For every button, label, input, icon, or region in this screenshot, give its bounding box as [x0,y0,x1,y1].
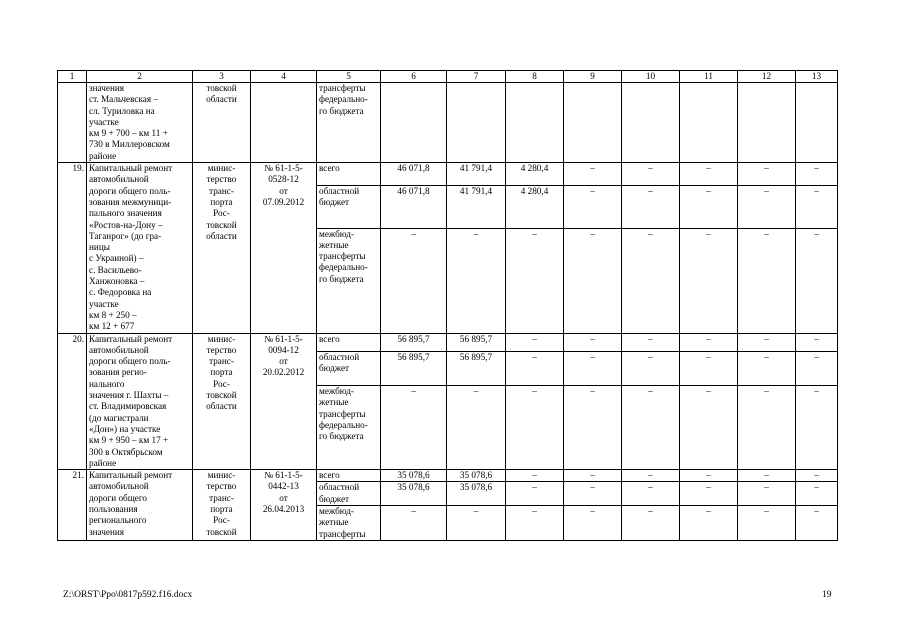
amount-cell: – [622,163,680,185]
amount-cell: – [564,505,622,540]
column-number: 12 [738,71,796,83]
amount-cell: 35 078,6 [447,470,506,482]
amount-cell: – [738,470,796,482]
column-number: 1 [58,71,87,83]
amount-cell: – [738,228,796,333]
row-number: 19. [58,163,87,333]
amount-cell: – [622,185,680,228]
amount-cell: – [680,470,738,482]
amount-cell: – [622,470,680,482]
amount-cell: – [622,482,680,506]
cell-doc [251,83,317,163]
funding-source: межбюд- жетные трансферты федерально- го бюджета [317,386,381,470]
amount-cell: – [622,228,680,333]
amount-cell: 56 895,7 [381,351,447,386]
object-name: Капитальный ремонт автомобильной дороги общего пользования регионального значения [87,470,193,541]
amount-cell: – [622,351,680,386]
amount-cell: – [506,333,564,351]
amount-cell: – [564,333,622,351]
amount-cell: – [381,386,447,470]
column-number: 7 [447,71,506,83]
amount-cell: – [738,185,796,228]
continuation-row [58,83,838,163]
column-number: 2 [87,71,193,83]
file-path: Z:\ORST\Ppo\0817p592.f16.docx [63,590,193,600]
amount-cell: 56 895,7 [447,333,506,351]
amount-cell: – [680,163,738,185]
amount-cell: – [564,482,622,506]
row-number: 20. [58,333,87,470]
amount-cell: – [738,163,796,185]
amount-cell: – [447,505,506,540]
cell-num [58,83,87,163]
cell-object: значения ст. Мальчевская – сл. Туриловка на участке км 9 + 700 – км 11 + 730 в Миллеровском районе [87,83,193,163]
column-number: 4 [251,71,317,83]
amount-cell: – [680,482,738,506]
column-number: 6 [381,71,447,83]
amount-cell: – [738,351,796,386]
funding-source: межбюд- жетные трансферты [317,505,381,540]
table-row [58,163,838,185]
amount-cell: – [381,505,447,540]
amount-cell: – [564,185,622,228]
amount-cell: – [680,228,738,333]
amount-cell: 41 791,4 [447,185,506,228]
amount-cell: – [622,333,680,351]
amount-cell: – [622,386,680,470]
amount-cell: 35 078,6 [381,482,447,506]
amount-cell: – [622,505,680,540]
column-number: 13 [796,71,838,83]
funding-source: всего [317,333,381,351]
amount-cell: – [381,228,447,333]
amount-cell: 41 791,4 [447,163,506,185]
column-number: 9 [564,71,622,83]
responsible-agency: минис- терство транс- порта Рос- товской области [193,333,251,470]
amount-cell: – [447,386,506,470]
amount-cell: 56 895,7 [447,351,506,386]
amount-cell: 4 280,4 [506,185,564,228]
funding-source: областной бюджет [317,351,381,386]
column-number: 10 [622,71,680,83]
amount-cell: 35 078,6 [381,470,447,482]
amount-cell: 35 078,6 [447,482,506,506]
column-number: 11 [680,71,738,83]
amount-cell: – [680,351,738,386]
amount-cell: – [564,228,622,333]
responsible-agency: минис- терство транс- порта Рос- товской [193,470,251,541]
responsible-agency: минис- терство транс- порта Рос- товской области [193,163,251,333]
page-number: 19 [822,590,832,600]
amount-cell: – [680,386,738,470]
amount-cell: – [506,505,564,540]
funding-source: областной бюджет [317,185,381,228]
amount-cell: – [796,351,838,386]
amount-cell: – [506,470,564,482]
funding-source: межбюд- жетные трансферты федерально- го бюджета [317,228,381,333]
object-name: Капитальный ремонт автомобильной дороги общего поль- зования регио- нального значения г. Шахты – ст. Владимировская (до магистрали «Дон») на участке км 9 + 950 – км 17 + 300 в Октябрьском районе [87,333,193,470]
row-number: 21. [58,470,87,541]
table-row [58,333,838,351]
funding-source: всего [317,163,381,185]
document-ref: № 61-1-5- 0442-13 от 26.04.2013 [251,470,317,541]
amount-cell: – [506,482,564,506]
amount-cell: – [738,482,796,506]
amount-cell: 46 071,8 [381,185,447,228]
object-name: Капитальный ремонт автомобильной дороги общего поль- зования межмуници- пального значения «Ростов-на-Дону – Таганрог» (до гра- ницы с Украиной) – с. Васильево- Ханжоновка – с. Федоровка на участке км 8 + 250 – км 12 + 677 [87,163,193,333]
amount-cell: 56 895,7 [381,333,447,351]
amount-cell: – [564,163,622,185]
amount-cell: – [796,470,838,482]
document-ref: № 61-1-5- 0528-12 от 07.09.2012 [251,163,317,333]
amount-cell: – [506,351,564,386]
amount-cell: – [506,386,564,470]
amount-cell: – [564,470,622,482]
amount-cell: – [506,228,564,333]
amount-cell: – [796,228,838,333]
amount-cell: – [796,505,838,540]
cell-source: трансферты федерально- го бюджета [317,83,381,163]
investment-table [57,70,838,541]
amount-cell: – [796,386,838,470]
funding-source: всего [317,470,381,482]
cell-agency: товской области [193,83,251,163]
amount-cell: – [564,386,622,470]
table-row [58,470,838,482]
amount-cell: – [564,351,622,386]
amount-cell: 46 071,8 [381,163,447,185]
amount-cell: – [796,333,838,351]
amount-cell: – [738,386,796,470]
column-number: 5 [317,71,381,83]
column-number-row [58,71,838,83]
amount-cell: – [680,185,738,228]
amount-cell: – [738,505,796,540]
amount-cell: – [796,185,838,228]
amount-cell: – [680,505,738,540]
amount-cell: 4 280,4 [506,163,564,185]
funding-source: областной бюджет [317,482,381,506]
document-ref: № 61-1-5- 0094-12 от 20.02.2012 [251,333,317,470]
amount-cell: – [738,333,796,351]
column-number: 3 [193,71,251,83]
amount-cell: – [680,333,738,351]
amount-cell: – [447,228,506,333]
amount-cell: – [796,482,838,506]
amount-cell: – [796,163,838,185]
column-number: 8 [506,71,564,83]
